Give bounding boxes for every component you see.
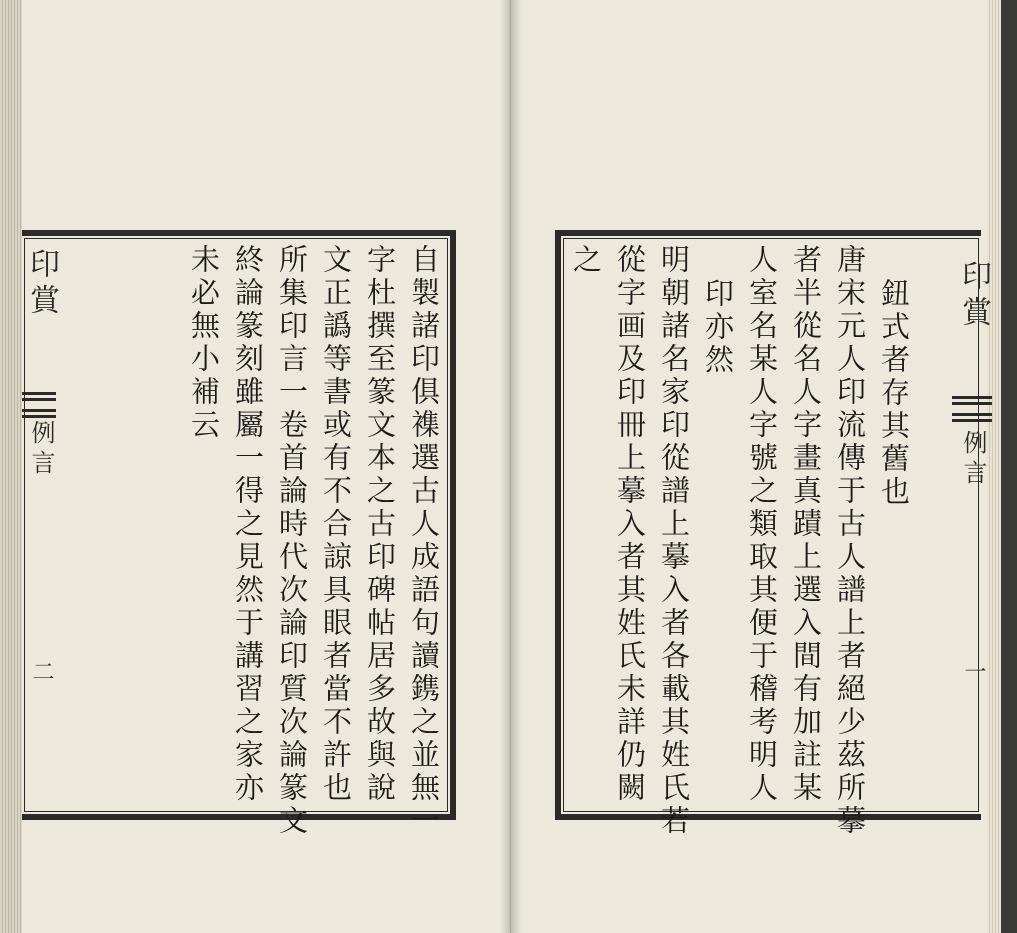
right-folio: 一 bbox=[961, 660, 986, 682]
right-banner-band bbox=[952, 396, 992, 422]
left-column-4: 所集印言一卷首論時代次論印質次論篆文 bbox=[275, 244, 309, 838]
right-column-6: 明朝諸名家印從譜上摹入者各載其姓氏若 bbox=[657, 244, 691, 838]
left-banner-subtitle: 例言 bbox=[27, 420, 55, 480]
left-banner-title: 印賞 bbox=[24, 248, 59, 320]
left-column-6: 未必無小補云 bbox=[187, 244, 221, 442]
left-column-3: 文正譌等書或有不合諒具眼者當不許也 bbox=[319, 244, 353, 805]
right-banner-subtitle: 例言 bbox=[959, 430, 987, 490]
right-text-block bbox=[569, 244, 911, 838]
left-column-1: 自製諸印俱襍選古人成語句讀鎸之並無一 bbox=[407, 244, 441, 838]
right-banner-title: 印賞 bbox=[956, 260, 991, 332]
right-column-3: 者半從名人字畫真蹟上選入間有加註某 bbox=[789, 244, 823, 805]
right-column-8: 之 bbox=[569, 244, 603, 277]
right-column-2: 唐宋元人印流傳于古人譜上者絕少茲所摹 bbox=[833, 244, 867, 838]
book-edge-left bbox=[0, 0, 22, 933]
right-column-7: 從字画及印冊上摹入者其姓氏未詳仍闕 bbox=[613, 244, 647, 805]
right-column-1: 鈕式者存其舊也 bbox=[877, 278, 911, 509]
right-column-4: 人室名某人字號之類取其便于稽考明人 bbox=[745, 244, 779, 805]
left-banner-band bbox=[22, 392, 56, 418]
left-column-5: 終論篆刻雖屬一得之見然于講習之家亦 bbox=[231, 244, 265, 805]
left-folio: 二 bbox=[29, 660, 54, 682]
left-column-2: 字杜撰至篆文本之古印碑帖居多故與說 bbox=[363, 244, 397, 805]
left-text-block bbox=[150, 244, 441, 838]
right-column-5: 印亦然 bbox=[701, 278, 735, 377]
